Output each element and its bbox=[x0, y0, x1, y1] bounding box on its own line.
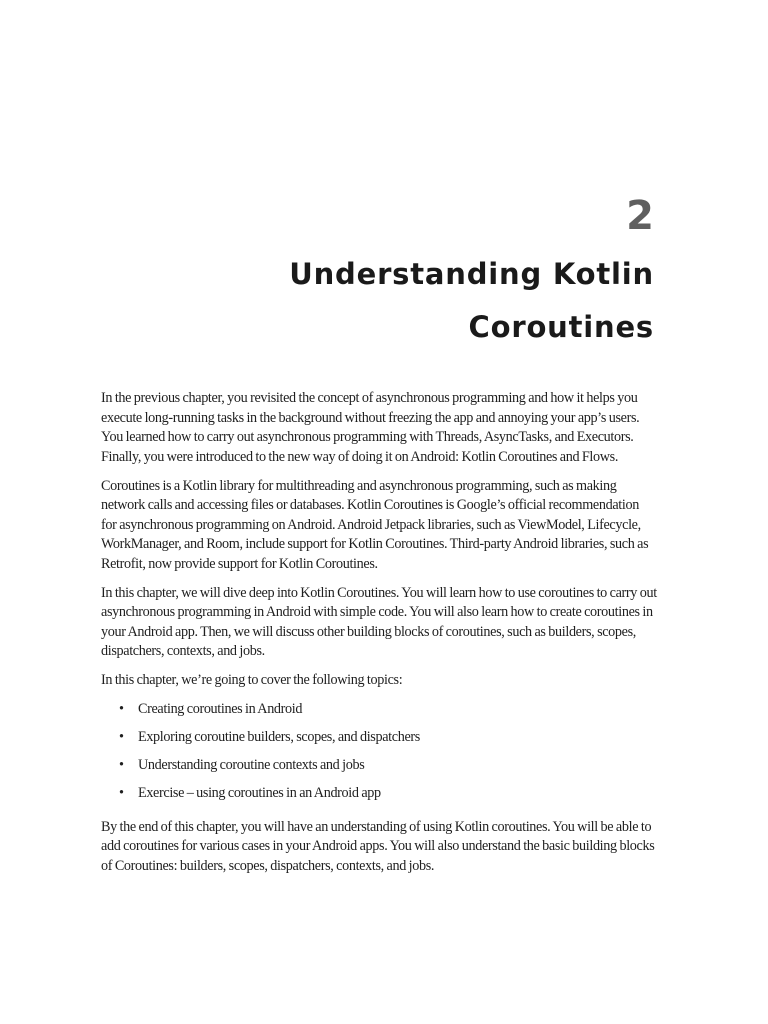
list-item bbox=[101, 728, 657, 748]
chapter-title bbox=[289, 248, 654, 354]
chapter-title-line-1: Understanding Kotlin bbox=[289, 257, 654, 291]
deep-dive-paragraph: In this chapter, we will dive deep into Kotlin Coroutines. You will learn how to use coroutines to carry out asynchronous programming in Android with simple code. You will also learn how to create coroutines in your Android app. Then, we will discuss other building blocks of coroutines, such as builders, scopes, dispatchers, contexts, and jobs. bbox=[101, 584, 657, 659]
topic-text: Exercise – using coroutines in an Android app bbox=[138, 785, 381, 801]
topics-list bbox=[101, 700, 657, 804]
topic-text: Creating coroutines in Android bbox=[138, 701, 303, 717]
bullet-icon: • bbox=[119, 701, 124, 717]
topics-intro-paragraph: In this chapter, we’re going to cover the following topics: bbox=[101, 672, 403, 688]
chapter-number: 2 bbox=[626, 193, 654, 239]
list-item bbox=[101, 700, 657, 720]
topic-text: Exploring coroutine builders, scopes, and dispatchers bbox=[138, 729, 420, 745]
intro-paragraph: In the previous chapter, you revisited the concept of asynchronous programming and how it helps you execute long-running tasks in the background without freezing the app and annoying your app’s users. You learned how to carry out asynchronous programming with Threads, AsyncTasks, and Executors. Finally, you were introduced to the new way of doing it on Android: Kotlin Coroutines and Flows. bbox=[101, 390, 640, 465]
summary-paragraph: By the end of this chapter, you will have an understanding of using Kotlin coroutines. You will be able to add coroutines for various cases in your Android apps. You will also understand the basic building blocks of Coroutines: builders, scopes, dispatchers, contexts, and jobs. bbox=[101, 818, 655, 874]
chapter-title-line-2: Coroutines bbox=[468, 310, 654, 344]
list-item bbox=[101, 784, 657, 804]
library-paragraph: Coroutines is a Kotlin library for multithreading and asynchronous programming, such as making network calls and accessing files or databases. Kotlin Coroutines is Google’s official recommendation for asynchronous programming on Android. Android Jetpack libraries, such as ViewModel, Lifecycle, WorkManager, and Room, include support for Kotlin Coroutines. Third-party Android libraries, such as Retrofit, now provide support for Kotlin Coroutines. bbox=[101, 477, 649, 572]
list-item bbox=[101, 756, 657, 776]
topic-text: Understanding coroutine contexts and jobs bbox=[138, 757, 365, 773]
bullet-icon: • bbox=[119, 757, 124, 773]
chapter-body bbox=[101, 389, 657, 886]
chapter-header bbox=[289, 192, 654, 354]
bullet-icon: • bbox=[119, 785, 124, 801]
bullet-icon: • bbox=[119, 729, 124, 745]
